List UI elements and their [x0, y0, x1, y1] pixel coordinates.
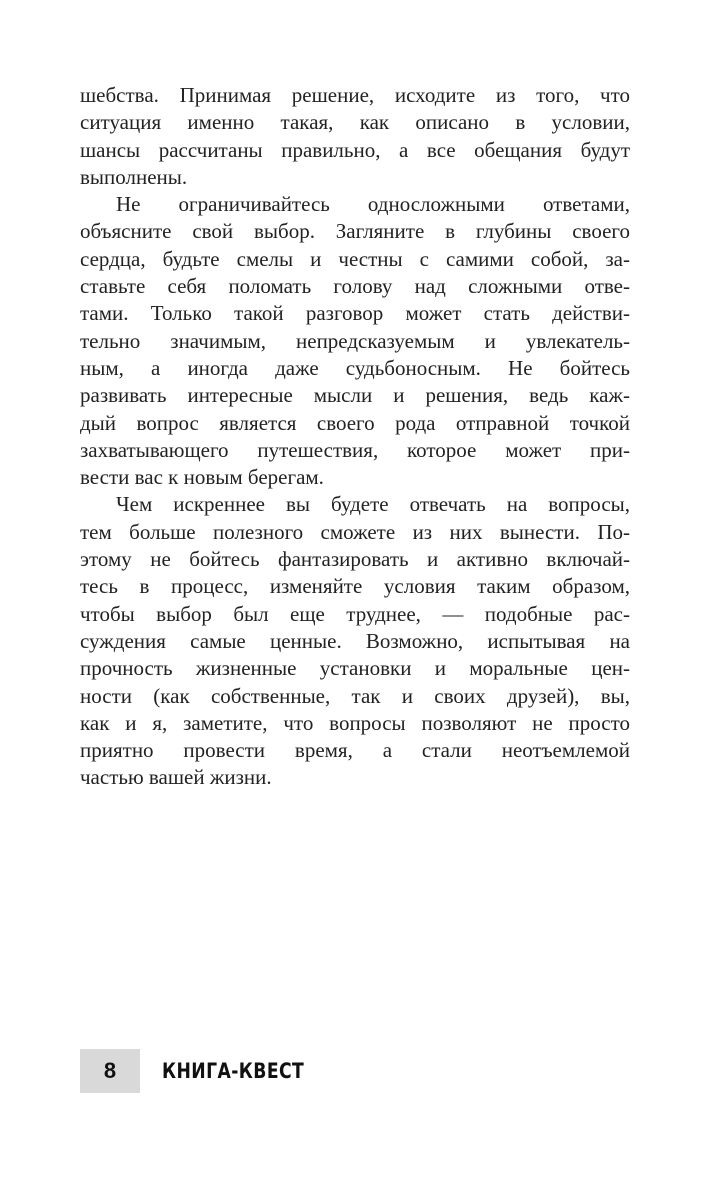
text-line: чтобы выбор был еще труднее, — подобные рас- — [80, 601, 630, 626]
text-line: тами. Только такой разговор может стать действи- — [80, 301, 630, 326]
text-line: суждения самые ценные. Возможно, испытывая на — [80, 628, 630, 653]
text-line: тесь в процесс, изменяйте условия таким образом, — [80, 574, 630, 599]
text-line: выполнены. — [80, 164, 188, 189]
text-line: частью вашей жизни. — [80, 765, 272, 790]
text-line: шансы рассчитаны правильно, а все обещания будут — [80, 137, 630, 162]
page-body — [80, 82, 630, 792]
text-line: ставьте себя поломать голову над сложными отве- — [80, 274, 630, 299]
paragraph — [80, 491, 630, 791]
text-line: как и я, заметите, что вопросы позволяют не просто — [80, 710, 630, 735]
text-line: этому не бойтесь фантазировать и активно включай- — [80, 547, 630, 572]
page-footer — [80, 1049, 335, 1093]
running-title: КНИГА-КВЕСТ — [162, 1059, 305, 1083]
text-line: шебства. Принимая решение, исходите из того, что — [80, 83, 630, 107]
text-line: Чем искреннее вы будете отвечать на вопросы, — [116, 492, 630, 517]
text-line: прочность жизненные установки и моральные цен- — [80, 656, 630, 681]
text-line: захватывающего путешествия, которое может при- — [80, 437, 630, 462]
text-line: вести вас к новым берегам. — [80, 465, 324, 490]
text-line: ности (как собственные, так и своих друзей), вы, — [80, 683, 630, 708]
text-line: Не ограничивайтесь односложными ответами, — [116, 192, 630, 217]
text-line: тем больше полезного сможете из них вынести. По- — [80, 519, 630, 544]
text-line: ситуация именно такая, как описано в условии, — [80, 110, 630, 135]
text-line: дый вопрос является своего рода отправной точкой — [80, 410, 630, 435]
paragraph — [80, 82, 630, 191]
text-line: развивать интересные мысли и решения, ведь каж- — [80, 383, 630, 408]
page-number: 8 — [80, 1049, 140, 1093]
text-line: приятно провести время, а стали неотъемлемой — [80, 738, 630, 763]
paragraph — [80, 191, 630, 491]
text-line: сердца, будьте смелы и честны с самими собой, за- — [80, 246, 630, 271]
text-line: ным, а иногда даже судьбоносным. Не бойтесь — [80, 355, 630, 380]
text-line: тельно значимым, непредсказуемым и увлекатель- — [80, 328, 630, 353]
text-line: объясните свой выбор. Загляните в глубины своего — [80, 219, 630, 244]
